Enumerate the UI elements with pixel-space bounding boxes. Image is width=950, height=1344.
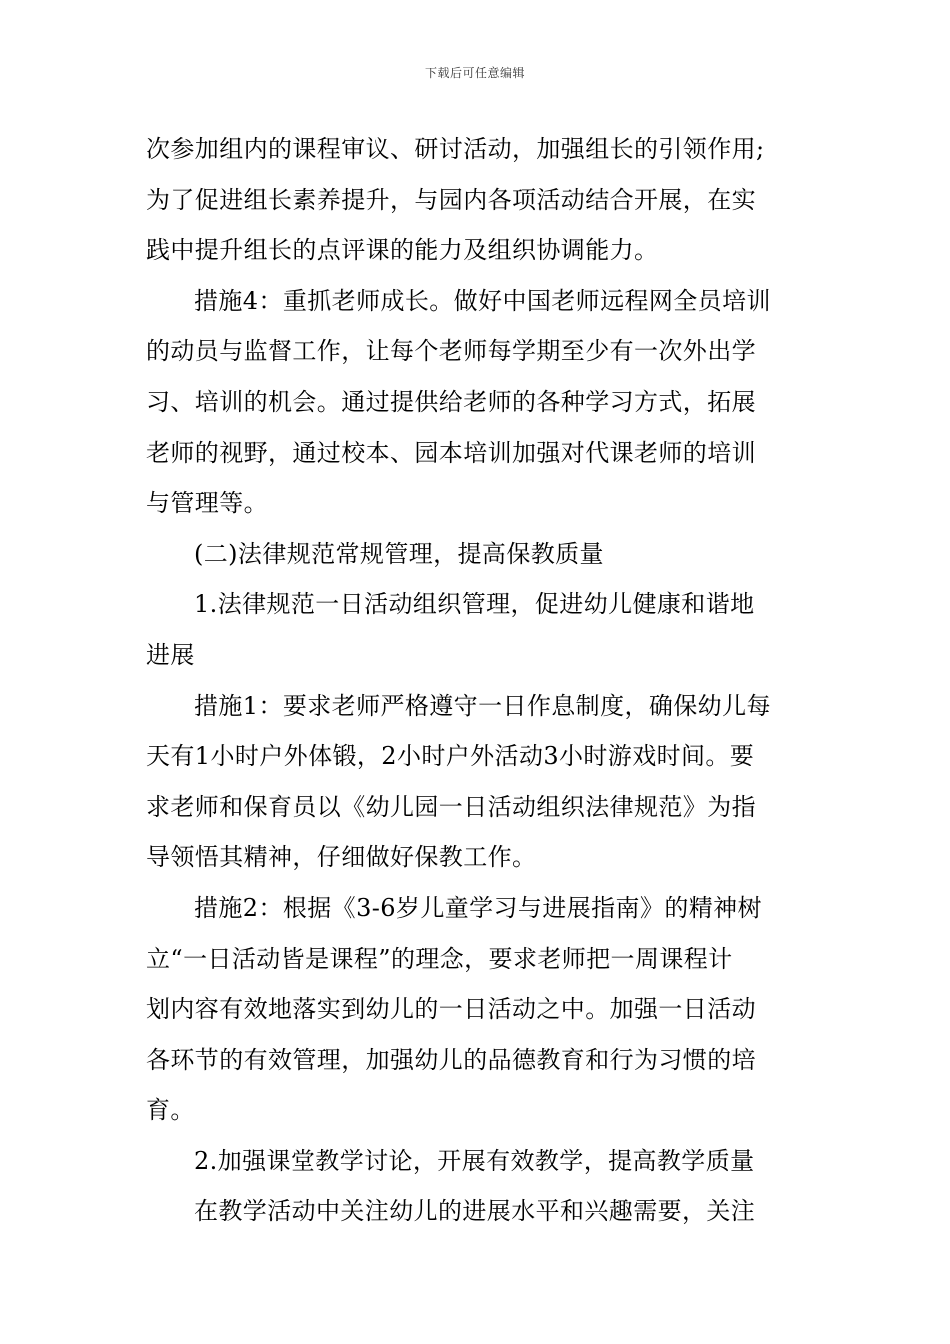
text-line: 次参加组内的课程审议、研讨活动，加强组长的引领作用; [146, 135, 765, 163]
subsection-heading: 2.加强课堂教学讨论，开展有效教学，提高教学质量 [194, 1146, 755, 1175]
text-line: 划内容有效地落实到幼儿的一日活动之中。加强一日活动 [146, 995, 756, 1024]
text-line: 天有1小时户外体锻，2小时户外活动3小时游戏时间。要 [146, 742, 755, 771]
text-line: 进展 [146, 640, 195, 669]
text-line: 与管理等。 [146, 489, 268, 518]
text-line: 立“一日活动皆是课程”的理念，要求老师把一周课程计 [146, 944, 733, 973]
text-line: 的动员与监督工作，让每个老师每学期至少有一次外出学 [146, 337, 756, 366]
text-line: 求老师和保育员以《幼儿园一日活动组织法律规范》为指 [146, 792, 756, 821]
text-line: 习、培训的机会。通过提供给老师的各种学习方式，拓展 [146, 387, 756, 416]
text-line: 各环节的有效管理，加强幼儿的品德教育和行为习惯的培 [146, 1045, 756, 1074]
text-line: 导领悟其精神，仔细做好保教工作。 [146, 843, 537, 872]
measure-4-paragraph-start: 措施4：重抓老师成长。做好中国老师远程网全员培训 [194, 286, 771, 315]
paragraph-start: 在教学活动中关注幼儿的进展水平和兴趣需要，关注 [194, 1197, 756, 1226]
text-line: 为了促进组长素养提升，与园内各项活动结合开展，在实 [146, 185, 756, 214]
document-body [146, 124, 806, 1237]
subsection-heading: 1.法律规范一日活动组织管理，促进幼儿健康和谐地 [194, 590, 755, 619]
measure-2-paragraph-start: 措施2：根据《3-6岁儿童学习与进展指南》的精神树 [194, 893, 762, 922]
page-header: 下载后可任意编辑 [424, 66, 525, 80]
measure-1-paragraph-start: 措施1：要求老师严格遵守一日作息制度，确保幼儿每 [194, 691, 771, 720]
text-line: 践中提升组长的点评课的能力及组织协调能力。 [146, 236, 659, 265]
text-line: 育。 [146, 1096, 195, 1125]
section-heading: (二)法律规范常规管理，提高保教质量 [194, 539, 604, 568]
text-line: 老师的视野，通过校本、园本培训加强对代课老师的培训 [146, 438, 756, 467]
